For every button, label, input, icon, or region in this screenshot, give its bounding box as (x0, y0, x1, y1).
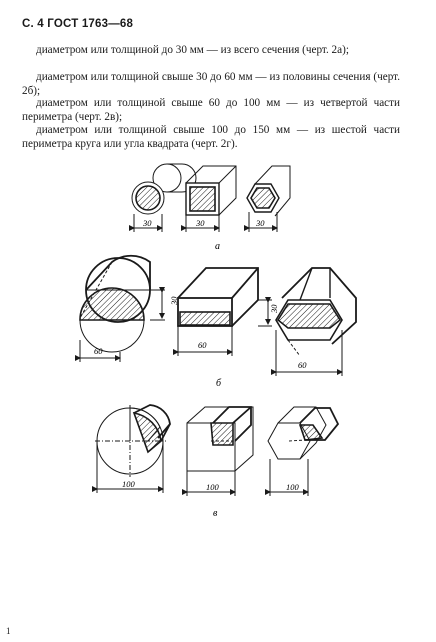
dim-c-1: 100 (122, 479, 135, 489)
dim-b-3: 60 (298, 360, 307, 370)
caption-b: б (216, 378, 222, 389)
dim-a-1: 30 (143, 218, 152, 228)
fig-b-half-hex (276, 268, 356, 376)
fig-a-square-bar (186, 166, 236, 232)
fig-c-quarter-square (187, 407, 253, 496)
dim-b-2: 60 (198, 340, 207, 350)
dim-b-1: 60 (94, 346, 103, 356)
fig-b-half-square (178, 268, 272, 356)
fig-b-half-cylinder (80, 256, 165, 362)
dim-b-side-1: 30 (169, 296, 179, 305)
dim-a-3: 30 (256, 218, 265, 228)
caption-a: а (215, 241, 220, 252)
dim-b-side-2: 30 (269, 304, 279, 313)
paragraph-2: диаметром или толщиной свыше 30 до 60 мм — из половины сечения (черт. 2б); (22, 71, 400, 97)
paragraph-1: диаметром или толщиной до 30 мм — из всего сечения (черт. 2а); (36, 44, 349, 56)
dim-a-2: 30 (196, 218, 205, 228)
paragraph-4: диаметром или толщиной свыше 100 до 150 мм — из шестой части периметра круга или угла квадрата (черт. 2г). (22, 124, 400, 150)
page-header: С. 4 ГОСТ 1763—68 (22, 18, 134, 30)
caption-c: в (213, 508, 218, 519)
page-corner-mark: 1 (6, 626, 11, 636)
fig-a-hex-bar (247, 166, 290, 232)
fig-c-hex-sector (268, 407, 338, 496)
dim-c-2: 100 (206, 482, 219, 492)
paragraph-3: диаметром или толщиной свыше 60 до 100 мм — из четвертой части периметра (черт. 2в); (22, 97, 400, 123)
dim-c-3: 100 (286, 482, 299, 492)
